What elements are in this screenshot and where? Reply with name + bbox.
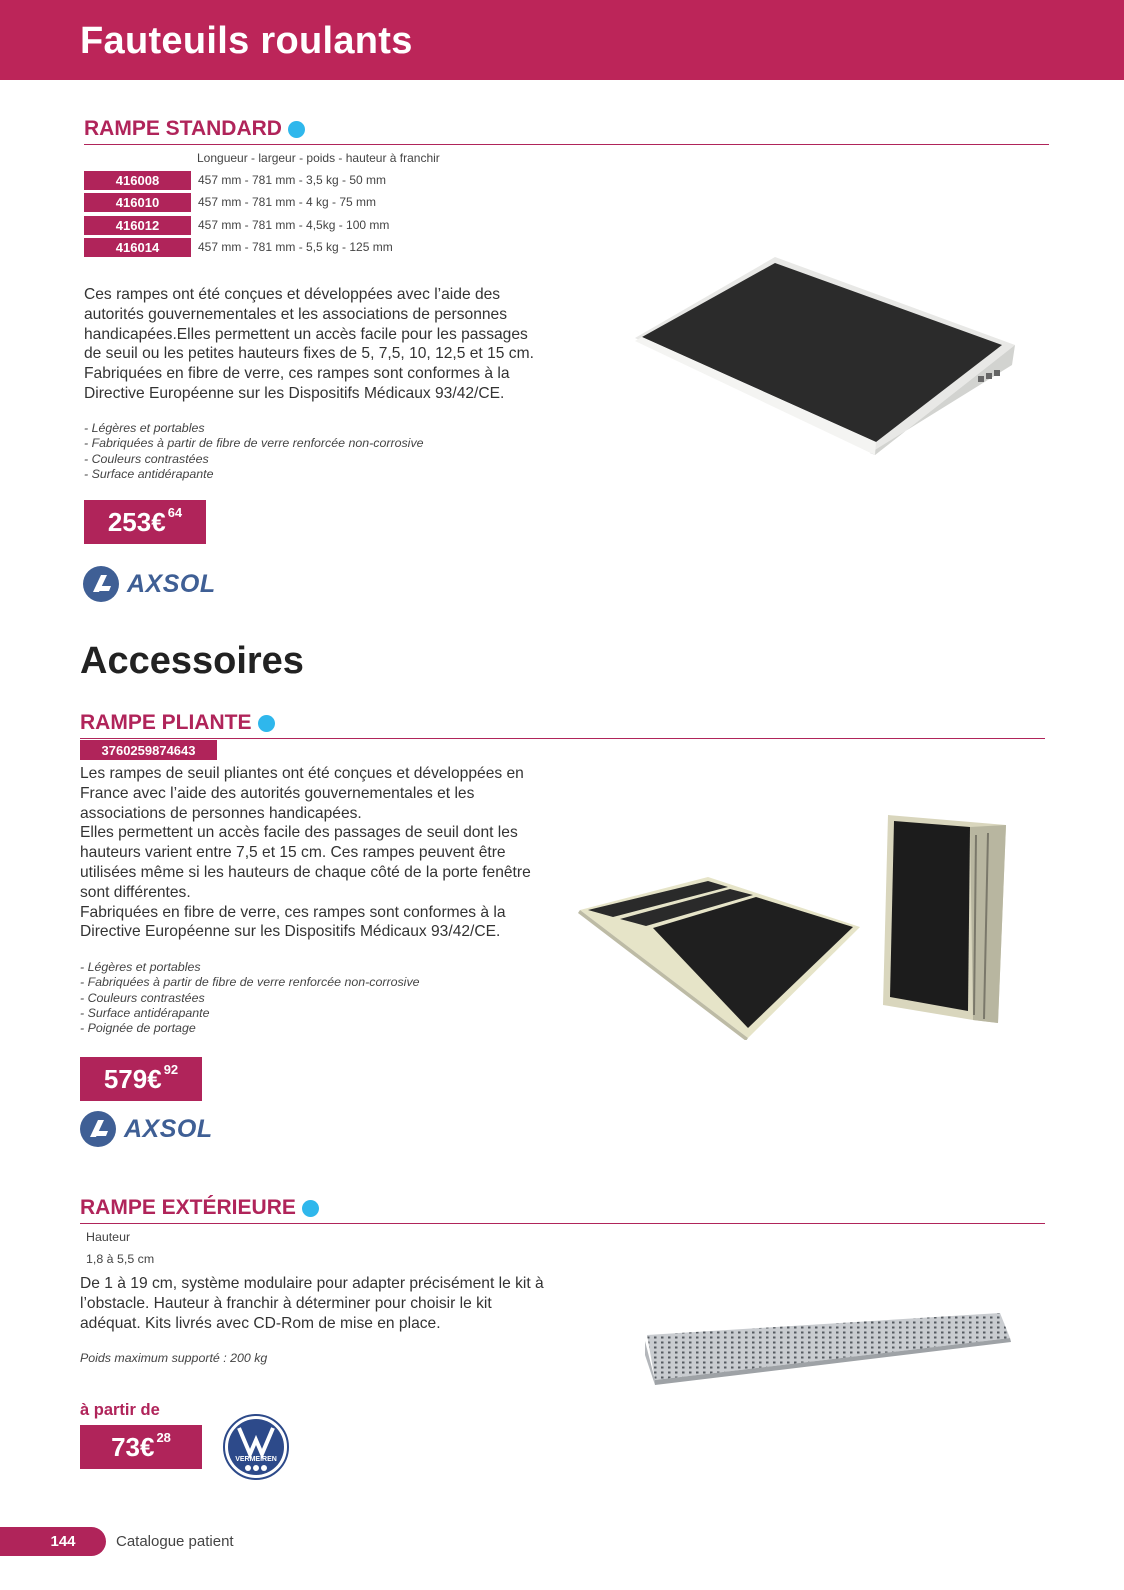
footer-label: Catalogue patient (116, 1533, 234, 1550)
ref-badge: 416010 (84, 193, 191, 212)
feature-item: - Couleurs contrastées (84, 451, 209, 466)
feature-item: - Légères et portables (80, 960, 201, 974)
section-title-text: RAMPE STANDARD (84, 117, 282, 140)
axsol-logo-icon (83, 566, 119, 602)
price-main: 73€ (111, 1432, 155, 1462)
section-divider (84, 144, 1049, 145)
spec-row (84, 192, 474, 212)
price-tag (80, 1425, 202, 1469)
price-cents: 92 (163, 1062, 179, 1077)
spec-row (84, 237, 474, 257)
page-title: Fauteuils roulants (80, 20, 413, 62)
price-tag (84, 500, 206, 544)
feature-list (80, 960, 420, 1036)
ean-badge: 3760259874643 (80, 740, 217, 760)
feature-item: - Surface antidérapante (80, 1005, 210, 1020)
info-dot-icon (288, 121, 305, 138)
section-title-rampe-standard (84, 117, 305, 141)
ref-badge: 416008 (84, 171, 191, 190)
ref-badge: 416014 (84, 238, 191, 257)
spec-value: 457 mm - 781 mm - 3,5 kg - 50 mm (198, 173, 387, 187)
feature-item: - Fabriquées à partir de fibre de verre renforcée non-corrosive (84, 436, 424, 451)
feature-item: - Poignée de portage (80, 1021, 196, 1036)
axsol-logo-icon (80, 1111, 116, 1147)
vermeiren-logo-text: VERMEIREN (235, 1456, 277, 1463)
spec-column-header: Longueur - largeur - poids - hauteur à franchir (197, 151, 440, 165)
product-description: De 1 à 19 cm, système modulaire pour adapter précisément le kit à l’obstacle. Hauteur à franchir à déterminer pour choisir le kit adéquat. Kits livrés avec CD-Rom de mise en place. (80, 1275, 544, 1332)
spec-value: 457 mm - 781 mm - 4 kg - 75 mm (198, 195, 377, 209)
spec-value: 457 mm - 781 mm - 5,5 kg - 125 mm (198, 240, 393, 254)
price-tag (80, 1057, 202, 1101)
product-description: Ces rampes ont été conçues et développées avec l’aide des autorités gouvernementales et les associations de personnes handicapées.Elles permettent un accès facile pour les passages de seuil ou les petites hauteurs fixes de 5, 7,5, 10, 12,5 et 15 cm. Fabriquées en fibre de verre, ces rampes sont conformes à la Directive Européenne sur les Dispositifs Médicaux 93/42/CE. (84, 286, 534, 402)
section-title-text: RAMPE EXTÉRIEURE (80, 1196, 296, 1219)
weight-note: Poids maximum supporté : 200 kg (80, 1351, 268, 1365)
section-title-rampe-pliante (80, 711, 275, 735)
product-image-rampe-standard (630, 255, 1020, 460)
product-image-rampe-pliante (578, 815, 1023, 1040)
price-prefix: à partir de (80, 1401, 160, 1419)
product-image-rampe-exterieure (645, 1305, 1015, 1385)
section-heading-accessoires: Accessoires (80, 640, 304, 682)
spec-row (84, 170, 474, 190)
height-label: Hauteur (86, 1230, 131, 1244)
section-title-rampe-exterieure (80, 1196, 319, 1220)
vermeiren-logo-icon (223, 1414, 289, 1480)
ref-badge: 416012 (84, 216, 191, 235)
price-main: 253€ (107, 507, 166, 537)
brand-logo-axsol (83, 566, 216, 602)
info-dot-icon (258, 715, 275, 732)
feature-item: - Couleurs contrastées (80, 990, 205, 1005)
product-description: Les rampes de seuil pliantes ont été conçues et développées en France avec l’aide des autorités gouvernementales et les associations de personnes handicapées. Elles permettent un accès facile des passages de seuil dont les hauteurs varient entre 7,5 et 15 cm. Ces rampes peuvent être utilisées même si les hauteurs de chaque côté de la porte fenêtre sont différentes. Fabriquées en fibre de verre, ces rampes sont conformes à la Directive Européenne sur les Dispositifs Médicaux 93/42/CE. (80, 765, 531, 941)
feature-item: - Surface antidérapante (84, 466, 214, 481)
info-dot-icon (302, 1200, 319, 1217)
spec-value: 457 mm - 781 mm - 4,5kg - 100 mm (198, 218, 390, 232)
section-title-text: RAMPE PLIANTE (80, 711, 252, 734)
brand-name: AXSOL (124, 1114, 213, 1143)
feature-list (84, 421, 424, 482)
price-cents: 64 (167, 505, 183, 520)
height-value: 1,8 à 5,5 cm (86, 1252, 155, 1266)
section-divider (80, 1223, 1045, 1224)
price-cents: 28 (156, 1430, 171, 1445)
feature-item: - Fabriquées à partir de fibre de verre renforcée non-corrosive (80, 975, 420, 990)
page-number: 144 (0, 1527, 106, 1556)
spec-row (84, 215, 474, 235)
section-divider (80, 738, 1045, 739)
feature-item: - Légères et portables (84, 421, 205, 435)
brand-name: AXSOL (127, 569, 216, 598)
price-main: 579€ (103, 1064, 162, 1094)
brand-logo-axsol (80, 1111, 213, 1147)
